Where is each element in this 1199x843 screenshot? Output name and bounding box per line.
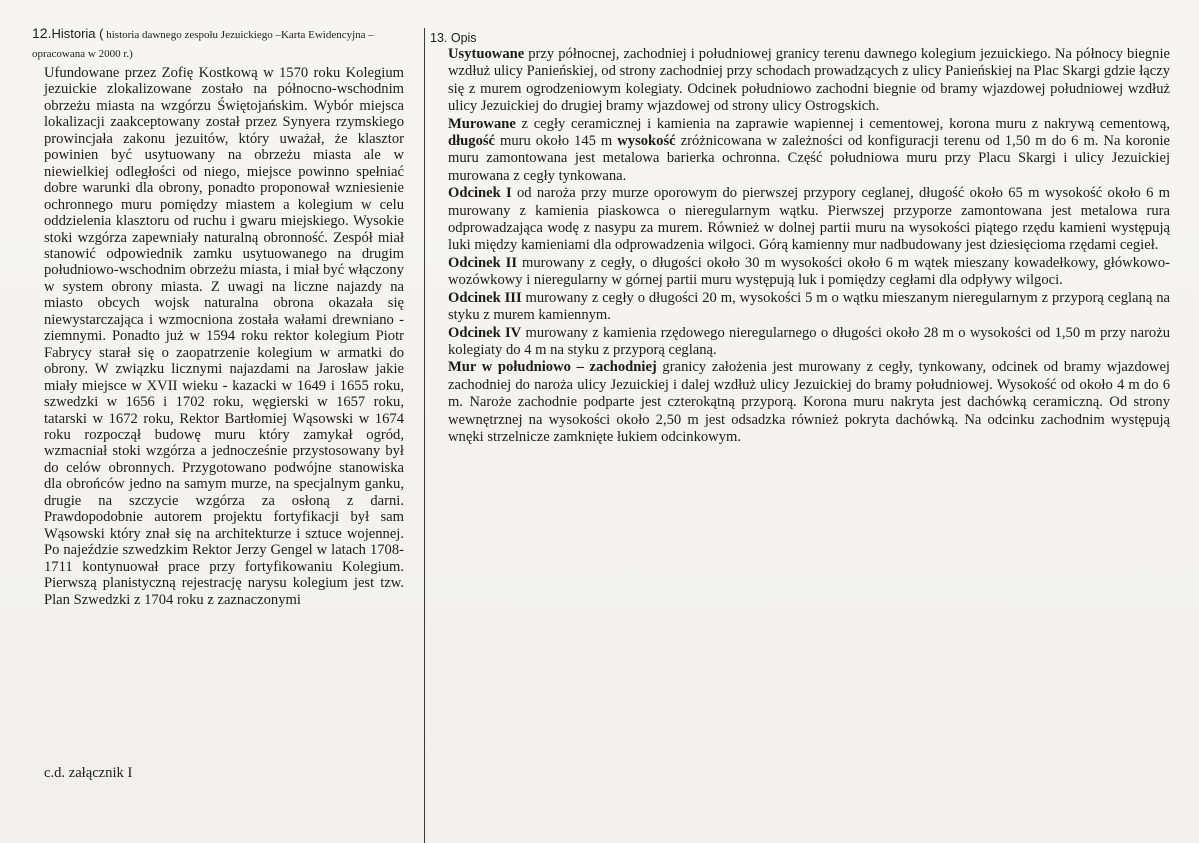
paragraph-heading: Odcinek III [448,289,522,306]
paragraph-heading: Odcinek I [448,185,512,202]
paragraph-text: muru około 145 m [495,133,618,150]
opis-body [448,46,1170,446]
paragraph-odcinek-3 [448,290,1170,325]
column-divider [424,28,425,843]
section-12-historia [32,25,414,608]
paragraph-mur-poludniowo-zachodni [448,359,1170,446]
section-12-heading [32,25,414,63]
historia-body: Ufundowane przez Zofię Kostkową w 1570 roku Kolegium jezuickie zlokalizowane zostało na północno-wschodnim obrzeżu miasta na wzgórzu Świętojańskim. Wybór miejsca lokalizacji zaakceptowany został przez Synyera rzymskiego prowincjała zakonu jezuitów, który uważał, że klasztor powinien być usytuowany na obrzeżu miasta ale w niewielkiej odległości od niego, miejsce powinno spełniać dobre warunki dla obrony, ponadto proponował wzniesienie ochronnego muru pomiędzy miastem a kolegium w celu oddzielenia klasztoru od ruchu i gwaru miejskiego. Wysokie stoki wzgórza zapewniały naturalną obronność. Zespół miał stanowić odpowiednik zamku usytuowanego na drugim południowo-wschodnim obrzeżu miasta, i miał być włączony w system obrony miasta. Z uwagi na liczne najazdy na miasto obcych wojsk naturalna obrona okazała się niewystarczająca i wzmocniona została wałami drewniano - ziemnymi. Ponadto już w 1594 roku rektor kolegium Piotr Fabrycy starał się o zaopatrzenie kolegium w armatki do obrony. W związku licznymi najazdami na Jarosław jakie miały miejsce w XVII wieku - kazacki w 1649 i 1655 roku, szwedzki w 1656 i 1702 roku, węgierski w 1657 roku, tatarski w 1672 roku, Rektor Bartłomiej Wąsowski w 1674 roku rozpoczął budowę muru który zamykał ogród, wzmacniał stoki wzgórza a jednocześnie przystosowany był do celów obronnych. Przygotowano podwójne stanowiska dla obrońców jedno na samym murze, na specjalnym ganku, drugie na szczycie wzgórza za osłoną z darni. Prawdopodobnie autorem projektu fortyfikacji był sam Wąsowski który znał się na architekturze i sztuce wojennej. Po najeździe szwedzkim Rektor Jerzy Gengel w latach 1708-1711 kontynuował prace przy fortyfikowaniu Kolegium. Pierwszą planistyczną rejestrację narysu kolegium jest tzw. Plan Szwedzki z 1704 roku z zaznaczonymi [44,65,404,608]
section-number: 12. [32,25,52,41]
section-13-opis [430,30,1170,446]
paragraph-murowane [448,116,1170,186]
paragraph-text: z cegły ceramicznej i kamienia na zaprawie wapiennej i cementowej, korona muru z nakrywą cementową, [515,115,1170,132]
section-13-heading: 13. Opis [430,31,477,45]
paragraph-text: zróżnicowana w zależności od konfiguracji terenu od 1,50 m do 6 m. Na koronie muru zamontowana jest metalowa barierka ochronna. Część południowa muru przy Placu Skargi i ulicy Jezuickiej murowana z cegły tynkowana. [448,133,1170,184]
paragraph-heading: Usytuowane [448,46,525,62]
paragraph-text: murowany z kamienia rzędowego nieregularnego o długości około 28 m o wysokości od 1,50 m przy narożu kolegiaty do 4 m na styku z przyporą ceglaną. [448,324,1170,358]
paragraph-text: od naroża przy murze oporowym do pierwszej przypory ceglanej, długość około 65 m wysokość około 6 m murowany z kamienia piaskowca o nieregularnym wątku. Pierwszej przyporze zamontowana jest metalowa rura odprowadzająca wodę z nasypu za murem. Również w dolnej partii muru na wysokości piątego rzędu kamieni występują luki między kamieniami dla odprowadzenia wilgoci. Górą kamienny mur nadbudowany jest dziesięcioma rzędami cegieł. [448,185,1170,254]
paragraph-heading: Odcinek IV [448,324,522,341]
continued-note: c.d. załącznik I [44,765,133,781]
paragraph-text: granicy założenia jest murowany z cegły, tynkowany, odcinek od bramy wjazdowej zachodniej do naroża ulicy Jezuickiej i dalej wzdłuż ulicy Jezuickiej do bramy południowej. Wysokość od około 4 m do 6 m. Naroże zachodnie podparte jest czterokątną przyporą. Korona muru nakryta jest dachówką ceramiczną. Od strony wewnętrznej na wysokości około 2,50 m jest odsadzka również pokryta dachówką. Na odcinku zachodnim występują wnęki strzelnicze zamknięte łukiem odcinkowym. [448,359,1170,445]
section-source-note: historia dawnego zespołu Jezuickiego –Karta Ewidencyjna – opracowana w 2000 r.) [32,29,374,60]
paragraph-heading: Murowane [448,115,516,132]
section-title: Historia ( [51,26,104,41]
paragraph-text: przy północnej, zachodniej i południowej granicy terenu dawnego kolegium jezuickiego. Na północy biegnie wzdłuż ulicy Panieńskiej, od strony zachodniej przy schodach prowadzących z ulicy Panieńskiej na Plac Skargi gdzie łączy się z murem ogrodzeniowym kolegiaty. Odcinek południowo zachodni biegnie od bramy wjazdowej południowej wzdłuż ulicy Jezuickiej do drugiej bramy wjazdowej od strony ulicy Ostrogskich. [448,46,1170,115]
term-wysokosc: wysokość [617,133,676,150]
paragraph-heading: Odcinek II [448,254,518,271]
paragraph-odcinek-2 [448,255,1170,290]
paragraph-heading: Mur w południowo – zachodniej [448,359,657,376]
paragraph-odcinek-4 [448,325,1170,360]
paragraph-text: murowany z cegły o długości 20 m, wysokości 5 m o wątku mieszanym nieregularnym z przyporą ceglaną na styku z murem kamiennym. [448,289,1170,324]
term-dlugosc: długość [448,133,496,150]
paragraph-usytuowane [448,46,1170,116]
paragraph-odcinek-1 [448,185,1170,255]
paragraph-text: murowany z cegły, o długości około 30 m wysokości około 6 m wątek mieszany kowadełkowy, główkowo-wozówkowy i nieregularny w górnej partii muru występują luk i pomiędzy cegłami dla odpływy wilgoci. [448,254,1170,289]
